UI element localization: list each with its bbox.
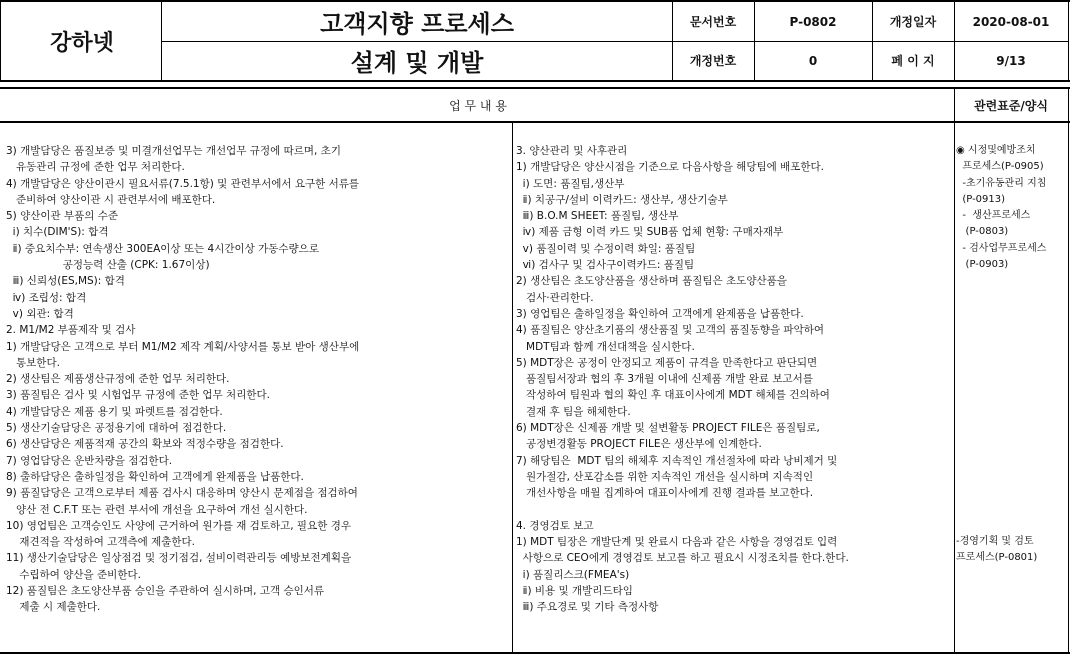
content-line: 11) 생산기술담당은 일상점검 및 정기점검, 설비이력관리등 예방보전계획을: [6, 552, 352, 565]
right-content-column: [516, 143, 952, 616]
reference-line: [956, 453, 1068, 469]
content-line: 6) 생산담당은 제품적재 공간의 확보와 적정수량을 점검한다.: [6, 438, 284, 451]
page-label: 페 이 지: [891, 54, 935, 68]
content-line: 3. 양산관리 및 사후관리: [516, 145, 628, 157]
content-line: 유동관리 규정에 준한 업무 처리한다.: [6, 161, 185, 174]
content-line: ⅲ) 주요경로 및 기타 측정사항: [516, 601, 659, 614]
reference-line: [956, 404, 1068, 420]
content-line: 2. M1/M2 부품제작 및 검사: [6, 324, 136, 337]
content-line: MDT팀과 함께 개선대책을 실시한다.: [516, 340, 695, 353]
page-value: 9/13: [996, 53, 1026, 68]
content-line: 3) 품질팀은 검사 및 시험업무 규정에 준한 업무 처리한다.: [6, 389, 270, 402]
doc-no-value: P-0802: [789, 14, 837, 29]
left-content-column: [6, 143, 511, 616]
content-line: 검사·관리한다.: [516, 291, 594, 304]
rev-date-label: 개정일자: [889, 15, 937, 29]
content-line: 2) 생산팀은 초도양산품을 생산하며 품질팀은 초도양산품을: [516, 275, 787, 288]
reference-line: - 검사업무프로세스: [956, 242, 1047, 254]
content-line: 4. 경영검토 보고: [516, 519, 594, 532]
reference-line: -초기유동관리 지침: [956, 177, 1047, 189]
content-line: 사항으로 CEO에게 경영검토 보고를 하고 필요시 시정조치를 한다.한다.: [516, 552, 849, 565]
reference-line: - 생산프로세스: [956, 210, 1031, 222]
reference-line: [956, 469, 1068, 485]
content-line: ⅵ) 검사구 및 검사구이력카드: 품질팀: [516, 259, 695, 272]
reference-line: [956, 355, 1068, 371]
content-line: 준비하여 양산이관 시 관련부서에 배포한다.: [6, 193, 216, 206]
document-subtitle: 설계 및 개발: [350, 49, 484, 77]
reference-line: [956, 420, 1068, 436]
rev-no-label: 개정번호: [689, 54, 737, 68]
content-line: 품질팀서장과 협의 후 3개월 이내에 신제품 개발 완료 보고서를: [516, 373, 813, 386]
content-line: 작성하여 팀원과 협의 확인 후 대표이사에게 MDT 해체를 건의하여: [516, 389, 830, 402]
content-line: 공정능력 산출 (CPK: 1.67이상): [6, 259, 210, 272]
reference-line: ◉ 시정및예방조치: [956, 145, 1036, 156]
reference-line: 프로세스(P-0801): [956, 552, 1038, 564]
content-line: ⅱ) 중요치수부: 연속생산 300EA이상 또는 4시간이상 가동수량으로: [6, 242, 319, 255]
reference-line: [956, 371, 1068, 387]
reference-line: (P-0913): [956, 193, 1006, 205]
content-line: 7) 해당팀은 MDT 팀의 해체후 지속적인 개선절차에 따라 낭비제거 및: [516, 454, 838, 467]
content-line: ⅳ) 제품 금형 이력 카드 및 SUB품 업체 현황: 구매자재부: [516, 226, 784, 239]
reference-column: [956, 143, 1068, 567]
content-line: [516, 502, 952, 518]
content-line: 1) MDT 팀장은 개발단계 및 완료시 다음과 같은 사항을 경영검토 입력: [516, 536, 838, 549]
reference-line: [956, 306, 1068, 322]
reference-line: -경영기획 및 검토: [956, 536, 1034, 548]
content-line: 3) 영업팀은 출하일정을 확인하여 고객에게 완제품을 납품한다.: [516, 307, 804, 320]
reference-line: [956, 290, 1068, 306]
content-line: ⅴ) 품질이력 및 수정이력 화일: 품질팀: [516, 242, 696, 255]
content-line: 3) 개발담당은 품질보증 및 미결개선업무는 개선업무 규정에 따르며, 초기: [6, 145, 341, 157]
content-line: ⅲ) B.O.M SHEET: 품질팀, 생산부: [516, 210, 679, 223]
content-line: ⅳ) 조립성: 합격: [6, 291, 87, 304]
doc-no-label: 문서번호: [689, 15, 737, 29]
reference-line: [956, 436, 1068, 452]
reference-line: [956, 322, 1068, 338]
reference-line: [956, 339, 1068, 355]
reference-line: [956, 273, 1068, 289]
content-line: 수립하여 양산을 준비한다.: [6, 568, 141, 581]
content-line: ⅱ) 치공구/설비 이력카드: 생산부, 생산기술부: [516, 193, 728, 206]
content-line: 8) 출하담당은 출하일정을 확인하여 고객에게 완제품을 납품한다.: [6, 470, 304, 483]
content-line: 통보한다.: [6, 356, 60, 369]
content-line: 4) 개발담당은 양산이관시 필요서류(7.5.1항) 및 관련부서에서 요구한 서류를: [6, 177, 360, 190]
content-line: 1) 개발담당은 양산시점을 기준으로 다음사항을 해당팀에 배포한다.: [516, 161, 825, 174]
content-line: 6) MDT장은 신제품 개발 및 설변활동 PROJECT FILE은 품질팀로,: [516, 422, 820, 435]
content-line: 5) 양산이관 부품의 수준: [6, 210, 119, 223]
content-line: 개선사항을 매월 집계하여 대표이사에게 진행 결과를 보고한다.: [516, 487, 814, 500]
company-name: 강하넷: [50, 30, 114, 56]
content-line: 7) 영업담당은 운반차량을 점검한다.: [6, 454, 173, 467]
content-line: 결재 후 팀을 해체한다.: [516, 405, 631, 418]
document-title: 고객지향 프로세스: [320, 10, 514, 38]
content-line: 4) 품질팀은 양산초기품의 생산품질 및 고객의 품질동향을 파악하여: [516, 324, 825, 337]
content-line: 공정변경활동 PROJECT FILE은 생산부에 인계한다.: [516, 438, 762, 451]
content-line: 5) 생산기술담당은 공정용기에 대하여 점검한다.: [6, 422, 227, 435]
reference-line: [956, 502, 1068, 518]
reference-line: 프로세스(P-0905): [956, 161, 1044, 173]
content-line: ⅴ) 외관: 합격: [6, 307, 74, 320]
rev-no-value: 0: [808, 53, 818, 68]
content-line: 1) 개발담당은 고객으로 부터 M1/M2 제작 계획/사양서를 통보 받아 생산부에: [6, 340, 360, 353]
content-line: 4) 개발담당은 제품 용기 및 파렛트를 점검한다.: [6, 405, 223, 418]
reference-line: (P-0803): [956, 226, 1009, 238]
reference-line: [956, 485, 1068, 501]
content-line: 양산 전 C.F.T 또는 관련 부서에 개선을 요구하여 개선 실시한다.: [6, 503, 308, 516]
content-line: 제출 시 제출한다.: [6, 601, 101, 614]
content-line: 원가절감, 산포감소를 위한 지속적인 개선을 실시하며 지속적인: [516, 470, 814, 483]
content-line: ⅲ) 신뢰성(ES,MS): 합격: [6, 275, 125, 288]
reference-line: [956, 518, 1068, 534]
reference-column-header: 관련표준/양식: [974, 98, 1048, 113]
content-line: 5) MDT장은 공정이 안정되고 제품이 규격을 만족한다고 판단되면: [516, 356, 818, 369]
content-line: ⅰ) 도면: 품질팀,생산부: [516, 177, 625, 190]
content-line: 12) 품질팀은 초도양산부품 승인을 주관하여 실시하며, 고객 승인서류: [6, 585, 325, 598]
content-line: 10) 영업팀은 고객승인도 사양에 근거하여 원가를 재 검토하고, 필요한 경우: [6, 519, 351, 532]
content-line: 2) 생산팀은 제품생산규정에 준한 업무 처리한다.: [6, 373, 230, 386]
reference-line: (P-0903): [956, 259, 1009, 271]
content-column-header: 업 무 내 용: [449, 98, 507, 113]
content-line: ⅰ) 품질리스크(FMEA's): [516, 568, 630, 581]
reference-line: [956, 387, 1068, 403]
content-line: 재견적을 작성하여 고객측에 제출한다.: [6, 536, 195, 549]
content-line: 9) 품질담당은 고객으로부터 제품 검사시 대응하며 양산시 문제점을 점검하여: [6, 487, 358, 500]
rev-date-value: 2020-08-01: [972, 14, 1050, 29]
content-line: ⅱ) 비용 및 개발리드타임: [516, 585, 633, 598]
content-line: ⅰ) 치수(DIM'S): 합격: [6, 226, 109, 239]
